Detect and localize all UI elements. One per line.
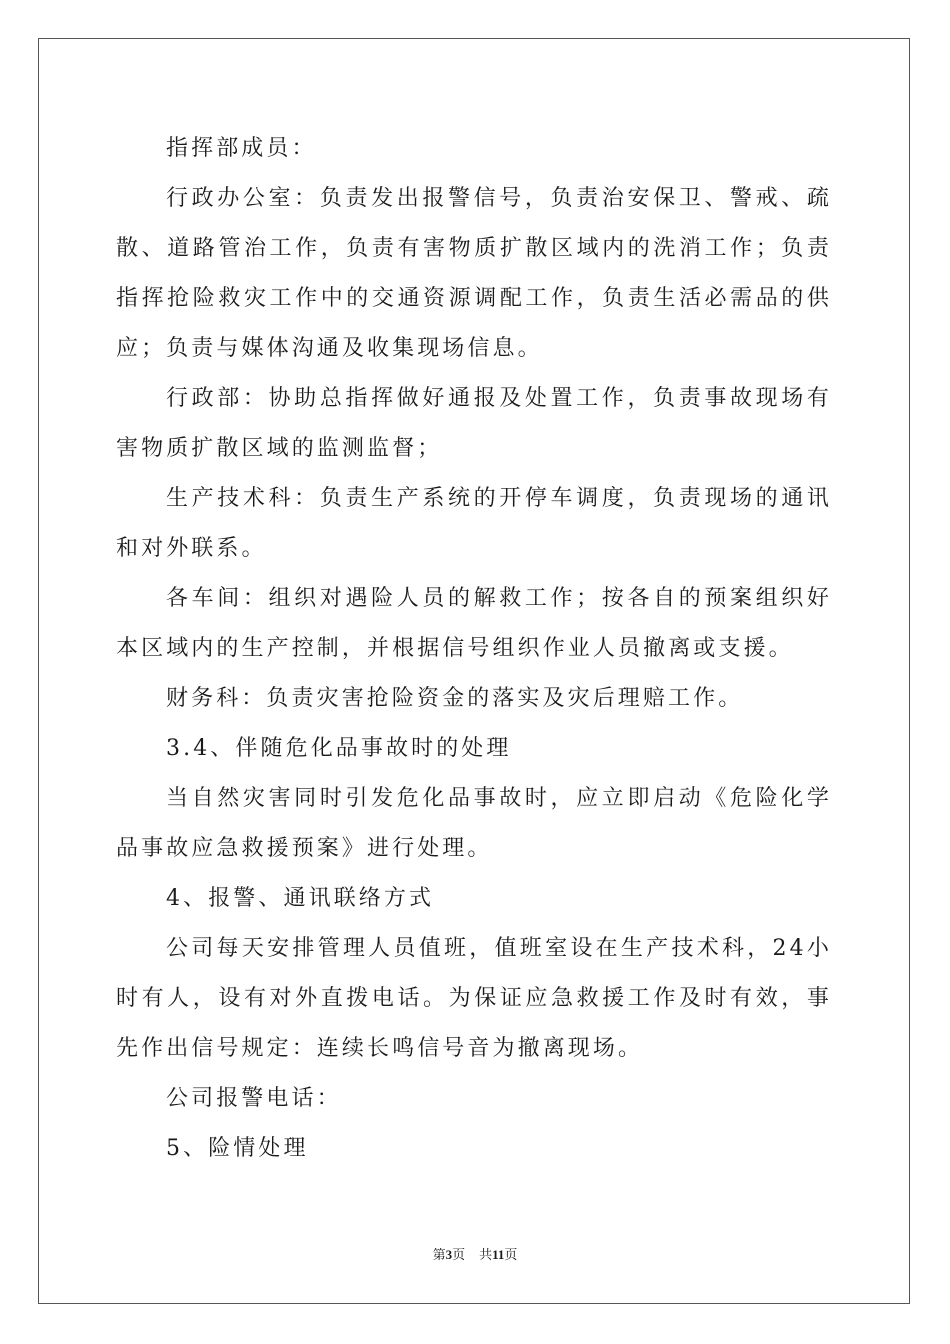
footer-total-prefix: 共 bbox=[479, 1247, 493, 1262]
page-footer bbox=[0, 1244, 950, 1263]
footer-page-number: 3 bbox=[445, 1247, 453, 1262]
paragraph-alarm-phone: 公司报警电话： bbox=[166, 1086, 342, 1111]
footer-total-pages: 11 bbox=[492, 1247, 505, 1262]
paragraph-hazmat-response: 当自然灾害同时引发危化品事故时，应立即启动《危险化学品事故应急救援预案》进行处理。 bbox=[116, 786, 832, 861]
footer-page-suffix: 页 bbox=[452, 1247, 466, 1262]
footer-total-suffix: 页 bbox=[504, 1247, 518, 1262]
paragraph-duty-arrangement: 公司每天安排管理人员值班，值班室设在生产技术科，24小时有人，设有对外直拨电话。为保证应急救援工作及时有效，事先作出信号规定：连续长鸣信号音为撤离现场。 bbox=[116, 936, 832, 1061]
heading-section-3-4: 3.4、伴随危化品事故时的处理 bbox=[166, 736, 512, 761]
footer-page-prefix: 第 bbox=[432, 1247, 446, 1262]
document-body bbox=[116, 124, 832, 1174]
heading-section-5: 5、险情处理 bbox=[166, 1136, 309, 1161]
paragraph-workshops: 各车间：组织对遇险人员的解救工作；按各自的预案组织好本区域内的生产控制，并根据信号组织作业人员撤离或支援。 bbox=[116, 586, 832, 661]
paragraph-finance: 财务科：负责灾害抢险资金的落实及灾后理赔工作。 bbox=[166, 686, 744, 711]
paragraph-admin-office: 行政办公室：负责发出报警信号，负责治安保卫、警戒、疏散、道路管治工作，负责有害物质扩散区域内的洗消工作；负责指挥抢险救灾工作中的交通资源调配工作，负责生活必需品的供应；负责与媒体沟通及收集现场信息。 bbox=[116, 186, 832, 361]
paragraph-production-tech: 生产技术科：负责生产系统的开停车调度，负责现场的通讯和对外联系。 bbox=[116, 486, 832, 561]
heading-section-4: 4、报警、通讯联络方式 bbox=[166, 886, 435, 911]
paragraph-admin-department: 行政部：协助总指挥做好通报及处置工作，负责事故现场有害物质扩散区域的监测监督； bbox=[116, 386, 832, 461]
paragraph-committee-members: 指挥部成员： bbox=[166, 136, 317, 161]
